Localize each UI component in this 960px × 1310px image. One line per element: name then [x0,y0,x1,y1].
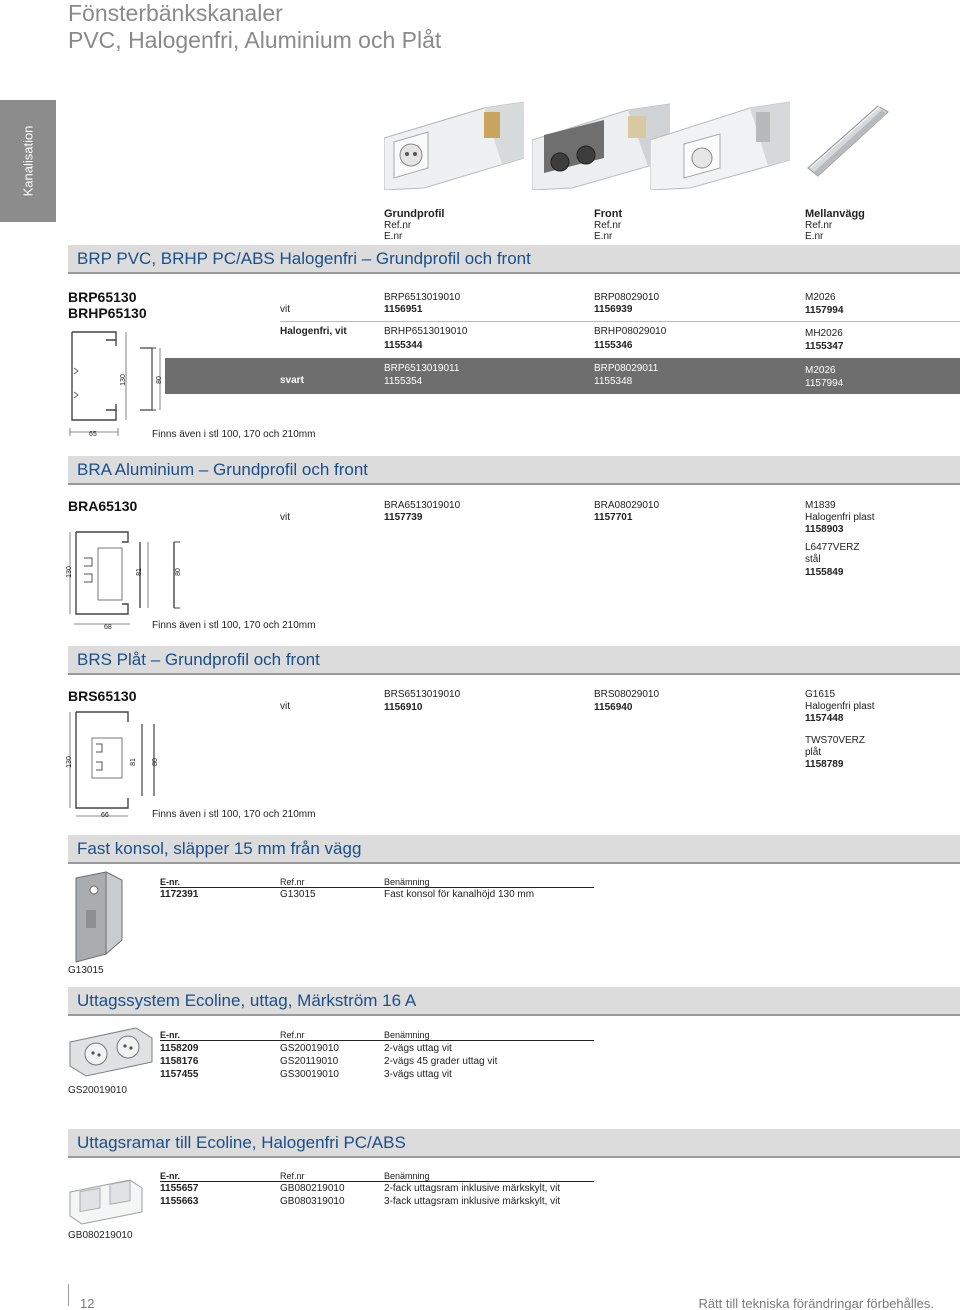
col-front-ref: Ref.nr [594,220,622,231]
divider [160,887,594,888]
uttag-header-ref: Ref.nr [280,1030,305,1040]
brp-dim-width: 65 [89,431,97,438]
side-tab [0,100,56,222]
bra-f-enr: 1157701 [594,512,633,523]
brp-code-1: BRP65130 [68,289,137,305]
bra-g-enr: 1157739 [384,512,423,523]
brp-row3-m-ref: M2026 [805,365,836,376]
divider [68,673,960,675]
uttag-row2-ben: 2-vägs 45 grader uttag vit [384,1056,498,1067]
ramar-row1-ref: GB080219010 [280,1183,345,1194]
footer-note: Rätt till tekniska förändringar förbehålles. [698,1296,934,1310]
divider [68,272,960,274]
photo-grundprofil [384,98,524,190]
photo-uttagsram [66,1178,146,1226]
side-tab-label: Kanalisation [20,125,36,197]
bra-note: Finns även i stl 100, 170 och 210mm [152,620,316,631]
photo-uttag [66,1024,156,1080]
brs-m1-ref: G1615 [805,689,836,700]
brp-row1-label: vit [280,304,290,315]
ramar-row2-ben: 3-fack uttagsram inklusive märkskylt, vit [384,1196,561,1207]
bra-profile-drawing [66,528,196,632]
section-konsol-heading-band [68,835,960,863]
brs-f-ref: BRS08029010 [594,689,660,700]
bra-label: vit [280,512,290,523]
page-title-line1: Fönsterbänkskanaler [68,0,283,26]
brs-m2-ref: TWS70VERZ [805,735,866,746]
uttag-row2-enr: 1158176 [160,1056,199,1067]
col-grundprofil-ref: Ref.nr [384,220,412,231]
photo-mellanvagg-kanal [650,98,790,190]
uttag-row3-ben: 3-vägs uttag vit [384,1069,452,1080]
bra-m2-ref: L6477VERZ [805,542,860,553]
brp-dim-height-inner: 80 [155,376,163,384]
brp-dim-height: 130 [119,374,127,386]
section-uttag-heading: Uttagssystem Ecoline, uttag, Märkström 16 A [77,991,417,1010]
brs-m1-enr: 1157448 [805,713,844,724]
brp-row2-f-enr: 1155346 [594,340,633,351]
konsol-row1-enr: 1172391 [160,889,199,900]
uttag-row1-enr: 1158209 [160,1043,199,1054]
konsol-caption: G13015 [68,965,104,976]
section-ramar-heading: Uttagsramar till Ecoline, Halogenfri PC/ABS [77,1133,406,1152]
brs-m1-desc: Halogenfri plast [805,701,875,712]
divider [280,321,960,322]
divider [68,1156,960,1158]
bra-dim-height-inner: 80 [174,568,182,576]
brp-row2-m-enr: 1155347 [805,341,844,352]
brp-row1-f-ref: BRP08029010 [594,292,660,303]
brs-dim-height-mid: 81 [129,758,137,766]
brp-row3-g-ref: BRP6513019011 [384,363,460,374]
ramar-row2-ref: GB080319010 [280,1196,345,1207]
page-title [68,0,948,54]
bra-g-ref: BRA6513019010 [384,500,461,511]
ramar-row1-enr: 1155657 [160,1183,199,1194]
uttag-header-enr: E-nr. [160,1030,181,1040]
uttag-row1-ben: 2-vägs uttag vit [384,1043,452,1054]
col-mellan-enr: E.nr [805,231,824,242]
section-brp-heading: BRP PVC, BRHP PC/ABS Halogenfri – Grundprofil och front [77,249,531,268]
brs-label: vit [280,701,290,712]
brs-dim-height: 130 [65,756,73,768]
brp-row2-label: Halogenfri, vit [280,326,347,337]
brp-row1-m-enr: 1157994 [805,305,844,316]
divider [160,1040,594,1041]
brp-row3-band [165,358,960,394]
photo-konsol [66,870,130,964]
bra-m1-ref: M1839 [805,500,836,511]
section-brs-heading: BRS Plåt – Grundprofil och front [77,650,320,669]
col-mellan-ref: Ref.nr [805,220,833,231]
section-brp-heading-band [68,245,960,273]
brp-row3-m-enr: 1157994 [805,378,844,389]
brs-code: BRS65130 [68,688,137,704]
ramar-caption: GB080219010 [68,1230,133,1241]
col-front-title: Front [594,208,623,220]
konsol-row1-ref: G13015 [280,889,316,900]
brs-profile-drawing [66,708,186,820]
brs-dim-width: 66 [101,812,109,819]
bra-m2-desc: stål [805,554,821,565]
divider [160,1181,594,1182]
section-brs-heading-band [68,646,960,674]
col-grundprofil-title: Grundprofil [384,208,445,220]
uttag-row3-ref: GS30019010 [280,1069,339,1080]
divider [68,1014,960,1016]
brp-row1-g-enr: 1156951 [384,304,423,315]
brs-m2-enr: 1158789 [805,759,844,770]
ramar-header-ben: Benämning [384,1171,430,1181]
brp-row3-f-enr: 1155348 [594,376,633,387]
brp-row1-m-ref: M2026 [805,292,836,303]
bra-dim-height-mid: 81 [135,568,143,576]
col-front-enr: E.nr [594,231,613,242]
section-uttag-heading-band [68,987,960,1015]
brs-g-enr: 1156910 [384,702,423,713]
divider [68,862,960,864]
divider [68,483,960,485]
brp-row1-g-ref: BRP6513019010 [384,292,461,303]
section-bra-heading: BRA Aluminium – Grundprofil och front [77,460,369,479]
brp-row2-g-ref: BRHP6513019010 [384,326,468,337]
section-konsol-heading: Fast konsol, släpper 15 mm från vägg [77,839,362,858]
ramar-header-enr: E-nr. [160,1171,181,1181]
page-title-line2: PVC, Halogenfri, Aluminium och Plåt [68,27,442,53]
col-grundprofil-enr: E.nr [384,231,403,242]
uttag-header-ben: Benämning [384,1030,430,1040]
brp-code-2: BRHP65130 [68,305,147,321]
uttag-row3-enr: 1157455 [160,1069,199,1080]
section-ramar-heading-band [68,1129,960,1157]
konsol-header-enr: E-nr. [160,877,181,887]
brs-note: Finns även i stl 100, 170 och 210mm [152,809,316,820]
bra-dim-height: 130 [65,566,73,578]
brp-row3-label: svart [280,375,304,386]
ramar-row2-enr: 1155663 [160,1196,199,1207]
bra-m2-enr: 1155849 [805,567,844,578]
ramar-row1-ben: 2-fack uttagsram inklusive märkskylt, vit [384,1183,561,1194]
uttag-caption: GS20019010 [68,1085,127,1096]
brp-row2-f-ref: BRHP08029010 [594,326,667,337]
page-number: 12 [80,1296,95,1310]
brp-row3-g-enr: 1155354 [384,376,423,387]
bra-dim-width: 68 [104,624,112,631]
konsol-row1-ben: Fast konsol för kanalhöjd 130 mm [384,889,535,900]
bra-m1-enr: 1158903 [805,524,844,535]
brs-m2-desc: plåt [805,747,822,758]
brs-g-ref: BRS6513019010 [384,689,461,700]
bra-code: BRA65130 [68,498,138,514]
brp-row3-f-ref: BRP08029011 [594,363,659,374]
konsol-header-ben: Benämning [384,877,430,887]
footer-tick [68,1284,69,1306]
brp-note: Finns även i stl 100, 170 och 210mm [152,429,316,440]
bra-f-ref: BRA08029010 [594,500,660,511]
brs-dim-height-inner: 80 [151,758,159,766]
uttag-row1-ref: GS20019010 [280,1043,339,1054]
section-bra-heading-band [68,456,960,484]
ramar-header-ref: Ref.nr [280,1171,305,1181]
bra-m1-desc: Halogenfri plast [805,512,875,523]
uttag-row2-ref: GS20119010 [280,1056,339,1067]
brp-row2-m-ref: MH2026 [805,328,843,339]
brs-f-enr: 1156940 [594,702,633,713]
brp-row1-f-enr: 1156939 [594,304,633,315]
konsol-header-ref: Ref.nr [280,877,305,887]
photo-mellanvagg [800,98,892,186]
brp-row2-g-enr: 1155344 [384,340,423,351]
col-mellan-title: Mellanvägg [805,208,865,220]
